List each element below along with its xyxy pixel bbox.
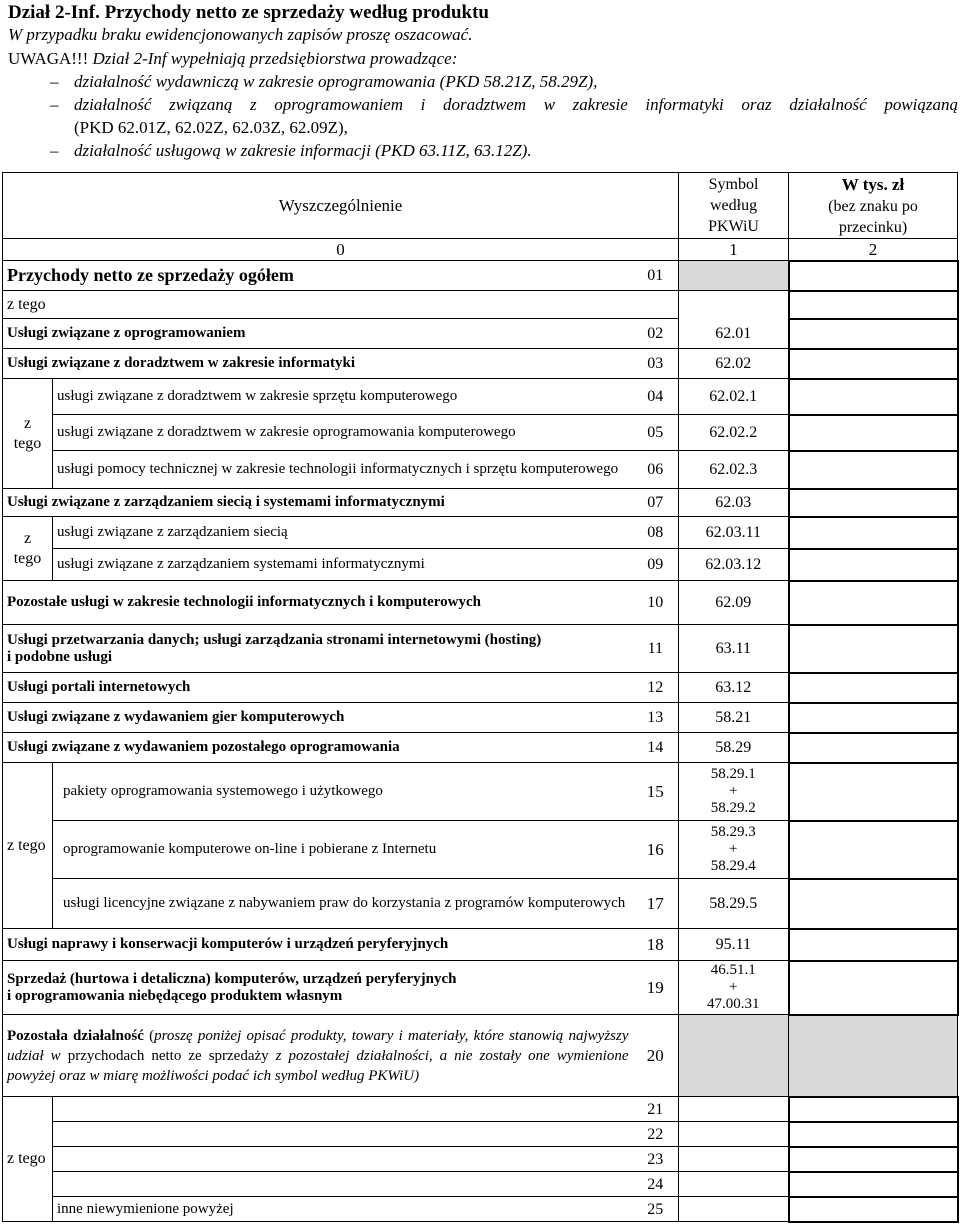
section-subtitle: W przypadku braku ewidencjonowanych zapisów proszę oszacować. — [8, 25, 473, 44]
value-input[interactable] — [789, 415, 958, 451]
row-label: oprogramowanie komputerowe on-line i pobierane z Internetu — [53, 821, 633, 879]
row-label: pakiety oprogramowania systemowego i użytkowego — [53, 763, 633, 821]
table-row — [3, 625, 958, 673]
table-row — [3, 703, 958, 733]
row-label: usługi pomocy technicznej w zakresie technologii informatycznych i sprzętu komputerowego — [53, 451, 633, 489]
row-label: inne niewymienione powyżej — [53, 1197, 633, 1222]
revenue-table — [2, 172, 959, 1223]
value-input[interactable] — [789, 581, 958, 625]
value-input[interactable] — [789, 489, 958, 517]
row-label: Usługi związane z oprogramowaniem — [3, 319, 633, 349]
row-label: usługi związane z zarządzaniem siecią — [53, 517, 633, 549]
row-number: 10 — [633, 581, 679, 625]
row-number: 23 — [633, 1147, 679, 1172]
pkwiu-symbol: 62.02.2 — [679, 415, 789, 451]
table-row — [3, 733, 958, 763]
section-title: Dział 2-Inf. Przychody netto ze sprzedaży według produktu — [8, 2, 489, 23]
symbol-input[interactable] — [679, 1147, 789, 1172]
value-input[interactable] — [789, 961, 958, 1015]
row-label: usługi związane z doradztwem w zakresie oprogramowania komputerowego — [53, 415, 633, 451]
value-input[interactable] — [789, 1122, 958, 1147]
row-label-input[interactable] — [53, 1122, 633, 1147]
column-number-row — [3, 239, 958, 261]
z-tego-label: z tego — [3, 517, 53, 581]
pkwiu-symbol: 62.03.12 — [679, 549, 789, 581]
row-number: 19 — [633, 961, 679, 1015]
row-number: 03 — [633, 349, 679, 379]
value-input[interactable] — [789, 1097, 958, 1122]
pkwiu-symbol: 62.01 — [679, 319, 789, 349]
z-tego-label: z tego — [3, 1097, 53, 1222]
pkwiu-symbol: 62.03.11 — [679, 517, 789, 549]
warning-line — [8, 48, 958, 70]
row-number: 15 — [633, 763, 679, 821]
value-input[interactable] — [789, 451, 958, 489]
warning-prefix: UWAGA!!! — [8, 49, 89, 68]
row-label: usługi związane z zarządzaniem systemami informatycznymi — [53, 549, 633, 581]
row-label: Pozostała działalność (proszę poniżej opisać produkty, towary i materiały, które stanowią najwyższy udział w przychodach netto ze sprzedaży z pozostałej działalności, a nie zostały one wymienione powyżej oraz w miarę możliwości podać ich symbol według PKWiU) — [3, 1015, 633, 1097]
row-number: 22 — [633, 1122, 679, 1147]
table-row — [3, 1147, 958, 1172]
row-number: 09 — [633, 549, 679, 581]
row-number: 17 — [633, 879, 679, 929]
table-row — [3, 261, 958, 291]
row-number: 04 — [633, 379, 679, 415]
row-label: Przychody netto ze sprzedaży ogółem — [3, 261, 633, 291]
table-row — [3, 1122, 958, 1147]
row-number: 16 — [633, 821, 679, 879]
pkwiu-symbol: 62.02.3 — [679, 451, 789, 489]
table-row — [3, 349, 958, 379]
row-label: Usługi związane z wydawaniem gier komputerowych — [3, 703, 633, 733]
table-row — [3, 415, 958, 451]
row-label: Usługi związane z wydawaniem pozostałego oprogramowania — [3, 733, 633, 763]
warning-text: Dział 2-Inf wypełniają przedsiębiorstwa prowadzące: — [88, 49, 458, 68]
row-number: 11 — [633, 625, 679, 673]
value-input[interactable] — [789, 763, 958, 821]
row-number: 20 — [633, 1015, 679, 1097]
row-number: 25 — [633, 1197, 679, 1222]
value-input[interactable] — [789, 261, 958, 291]
table-row — [3, 1197, 958, 1222]
row-label-input[interactable] — [53, 1147, 633, 1172]
value-input[interactable] — [789, 673, 958, 703]
pkwiu-symbol: 58.29 — [679, 733, 789, 763]
col-number-2: 2 — [789, 239, 958, 261]
pkwiu-symbol: 62.02 — [679, 349, 789, 379]
pkwiu-symbol: 62.09 — [679, 581, 789, 625]
value-input[interactable] — [789, 703, 958, 733]
row-label: Usługi związane z zarządzaniem siecią i systemami informatycznymi — [3, 489, 633, 517]
table-row — [3, 517, 958, 549]
table-header-row — [3, 173, 958, 239]
row-number: 13 — [633, 703, 679, 733]
table-row — [3, 929, 958, 961]
row-number: 14 — [633, 733, 679, 763]
row-number: 01 — [633, 261, 679, 291]
row-number: 02 — [633, 319, 679, 349]
row-number: 24 — [633, 1172, 679, 1197]
table-row — [3, 1015, 958, 1097]
row-label-input[interactable] — [53, 1172, 633, 1197]
value-input[interactable] — [789, 1197, 958, 1222]
row-label: Usługi związane z doradztwem w zakresie informatyki — [3, 349, 633, 379]
value-input[interactable] — [789, 517, 958, 549]
pkwiu-symbol: 58.29.3 + 58.29.4 — [679, 821, 789, 879]
row-label: Pozostałe usługi w zakresie technologii informatycznych i komputerowych — [3, 581, 633, 625]
row-label: Sprzedaż (hurtowa i detaliczna) komputerów, urządzeń peryferyjnych i oprogramowania niebędącego produktem własnym — [3, 961, 633, 1015]
table-row — [3, 879, 958, 929]
row-label: usługi licencyjne związane z nabywaniem praw do korzystania z programów komputerowych — [53, 879, 633, 929]
symbol-cell-shaded — [679, 1015, 789, 1097]
row-number: 18 — [633, 929, 679, 961]
row-number: 07 — [633, 489, 679, 517]
value-input[interactable] — [789, 549, 958, 581]
row-label: Usługi przetwarzania danych; usługi zarządzania stronami internetowymi (hosting) i podobne usługi — [3, 625, 633, 673]
table-row — [3, 1097, 958, 1122]
value-input[interactable] — [789, 1172, 958, 1197]
table-row — [3, 549, 958, 581]
bullet-2: – działalność związaną z oprogramowaniem i doradztwem w zakresie informatyki oraz działalność powiązaną — [50, 95, 958, 114]
value-input[interactable] — [789, 929, 958, 961]
row-number: 12 — [633, 673, 679, 703]
symbol-input[interactable] — [679, 1097, 789, 1122]
value-input[interactable] — [789, 821, 958, 879]
value-input[interactable] — [789, 349, 958, 379]
row-label: usługi związane z doradztwem w zakresie sprzętu komputerowego — [53, 379, 633, 415]
symbol-cell — [679, 291, 789, 319]
pkwiu-symbol: 58.29.1 + 58.29.2 — [679, 763, 789, 821]
table-row — [3, 673, 958, 703]
row-label: Usługi portali internetowych — [3, 673, 633, 703]
value-input[interactable] — [789, 625, 958, 673]
header-desc: Wyszczególnienie — [3, 173, 679, 239]
row-number: 05 — [633, 415, 679, 451]
row-number: 21 — [633, 1097, 679, 1122]
header-value: W tys. zł (bez znaku po przecinku) — [789, 173, 958, 239]
table-row — [3, 319, 958, 349]
bullet-1: – działalność wydawniczą w zakresie oprogramowania (PKD 58.21Z, 58.29Z), — [50, 72, 598, 91]
value-input[interactable] — [789, 319, 958, 349]
table-row — [3, 763, 958, 821]
z-tego-label: z tego — [3, 291, 679, 319]
pkwiu-symbol: 46.51.1 + 47.00.31 — [679, 961, 789, 1015]
z-tego-label: z tego — [3, 763, 53, 929]
value-input[interactable] — [789, 879, 958, 929]
bullet-2-continued: (PKD 62.01Z, 62.02Z, 62.03Z, 62.09Z), — [74, 118, 348, 137]
symbol-cell-shaded — [679, 261, 789, 291]
symbol-input[interactable] — [679, 1122, 789, 1147]
col-number-0: 0 — [3, 239, 679, 261]
pkwiu-symbol: 58.21 — [679, 703, 789, 733]
row-number: 08 — [633, 517, 679, 549]
value-input[interactable] — [789, 291, 958, 319]
header-symbol: Symbol według PKWiU — [679, 173, 789, 239]
pkwiu-symbol: 63.11 — [679, 625, 789, 673]
table-row — [3, 821, 958, 879]
value-cell-shaded — [789, 1015, 958, 1097]
table-row — [3, 489, 958, 517]
table-row — [3, 451, 958, 489]
value-input[interactable] — [789, 733, 958, 763]
table-row — [3, 961, 958, 1015]
pkwiu-symbol: 63.12 — [679, 673, 789, 703]
symbol-input[interactable] — [679, 1172, 789, 1197]
row-number: 06 — [633, 451, 679, 489]
pkwiu-symbol: 62.03 — [679, 489, 789, 517]
z-tego-label: z tego — [3, 379, 53, 489]
pkwiu-symbol: 62.02.1 — [679, 379, 789, 415]
value-input[interactable] — [789, 1147, 958, 1172]
table-row — [3, 1172, 958, 1197]
pkwiu-symbol: 95.11 — [679, 929, 789, 961]
symbol-input[interactable] — [679, 1197, 789, 1222]
table-row — [3, 291, 958, 319]
bullet-3: – działalność usługową w zakresie informacji (PKD 63.11Z, 63.12Z). — [50, 141, 532, 160]
row-label: Usługi naprawy i konserwacji komputerów i urządzeń peryferyjnych — [3, 929, 633, 961]
row-label-input[interactable] — [53, 1097, 633, 1122]
value-input[interactable] — [789, 379, 958, 415]
table-row — [3, 379, 958, 415]
pkwiu-symbol: 58.29.5 — [679, 879, 789, 929]
table-row — [3, 581, 958, 625]
form-header — [8, 0, 958, 162]
col-number-1: 1 — [679, 239, 789, 261]
